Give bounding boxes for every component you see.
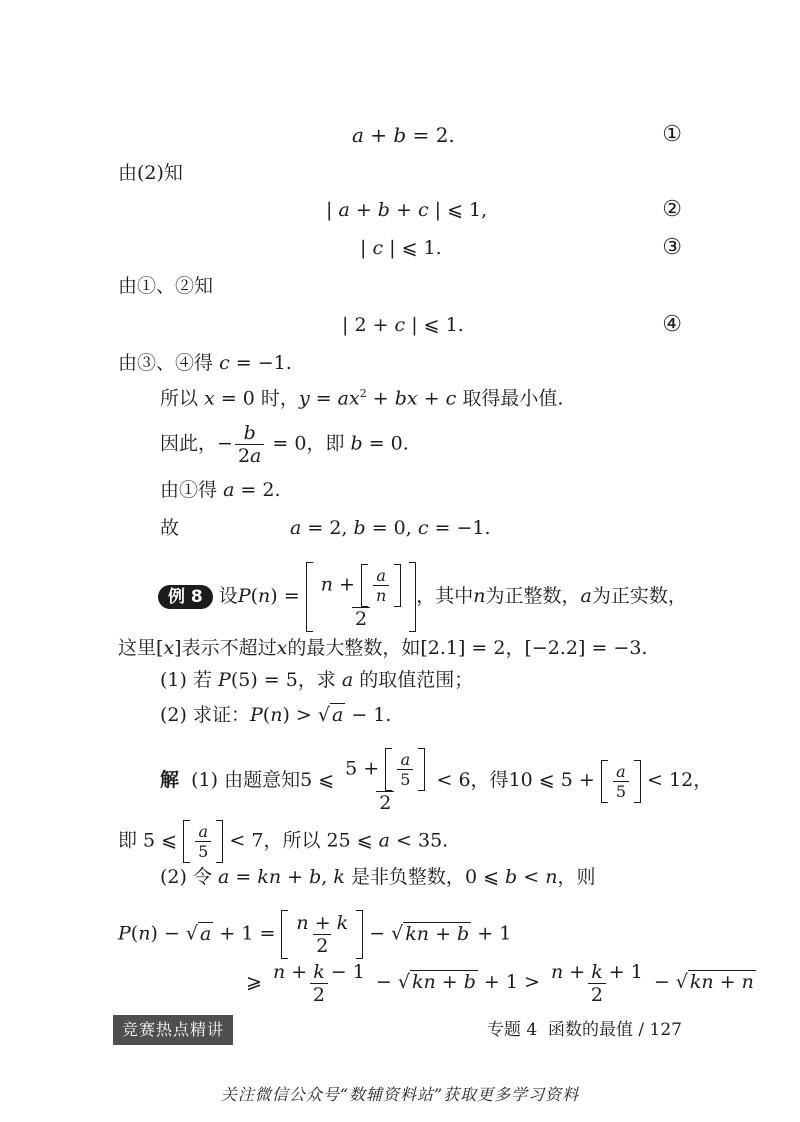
solution-1: 解 (1) 由题意知5 ⩽ 5 + $\frac{a}{5}$ 2 < 6，得10 ⩽ 5 + $\frac{a}{5}$ < 12，: [160, 750, 713, 814]
chapter-title: 函数的最值: [548, 1020, 633, 1040]
line-a-value: 由①得 a = 2.: [160, 479, 281, 501]
marker-1: ①: [662, 122, 682, 147]
marker-4: ④: [662, 312, 682, 337]
line-result: 故 a = 2, b = 0, c = −1.: [160, 517, 491, 539]
page-footer: 专题 4 函数的最值 / 127: [486, 1020, 682, 1040]
example-badge: 例 8: [158, 585, 213, 609]
solution-label: 解: [160, 769, 180, 791]
solution-2: (2) 令 a = kn + b, k 是非负整数，0 ⩽ b < n，则: [160, 866, 596, 888]
equation-4: | 2 + c | ⩽ 1.: [342, 314, 464, 336]
chapter-label: 专题 4: [486, 1020, 538, 1040]
equation-3: | c | ⩽ 1.: [360, 237, 442, 259]
line-c-value: 由③、④得 c = −1.: [118, 352, 292, 374]
text-from2: 由(2)知: [118, 162, 183, 184]
page-number: 127: [649, 1020, 682, 1040]
section-tag: 竞赛热点精讲: [113, 1015, 233, 1045]
marker-2: ②: [662, 197, 682, 222]
watermark-text: 关注微信公众号“数辅资料站”获取更多学习资料: [220, 1085, 580, 1104]
question-2: (2) 求证：P(n) > √ a − 1.: [160, 704, 392, 726]
line-thus: 因此，− $\frac{b}{2a}$ = 0，即 b = 0.: [160, 422, 409, 467]
marker-3: ③: [662, 235, 682, 260]
solution-2-line2: ⩾ $\frac{n + k - 1}{2}$ − √ kn + b + 1 > $\frac{n + k + 1}{2}$ − √ kn + n: [246, 960, 754, 1006]
line-min: 所以 x = 0 时，$y = ax^2$ + bx + c 取得最小值.: [160, 387, 564, 410]
text-from12: 由①、②知: [118, 275, 214, 297]
question-1: (1) 若 P(5) = 5，求 a 的取值范围；: [160, 669, 474, 691]
solution-2-line1: P(n) − √ a + 1 = $\frac{n + k}{2}$ − √ kn + b + 1: [118, 912, 512, 957]
example-note: 这里[x]表示不超过x的最大整数，如[2.1] = 2，[−2.2] = −3.: [118, 637, 648, 659]
equation-1: a + b = 2.: [352, 123, 455, 147]
solution-1-range: 即 5 ⩽ $\frac{a}{5}$ < 7，所以 25 ⩽ a < 35.: [118, 822, 449, 861]
example-8: 例 8 设P(n) = n + $\frac{a}{n}$ 2 ，其中n为正整数，a为正实数，: [158, 562, 687, 632]
equation-2: | a + b + c | ⩽ 1,: [326, 199, 488, 221]
